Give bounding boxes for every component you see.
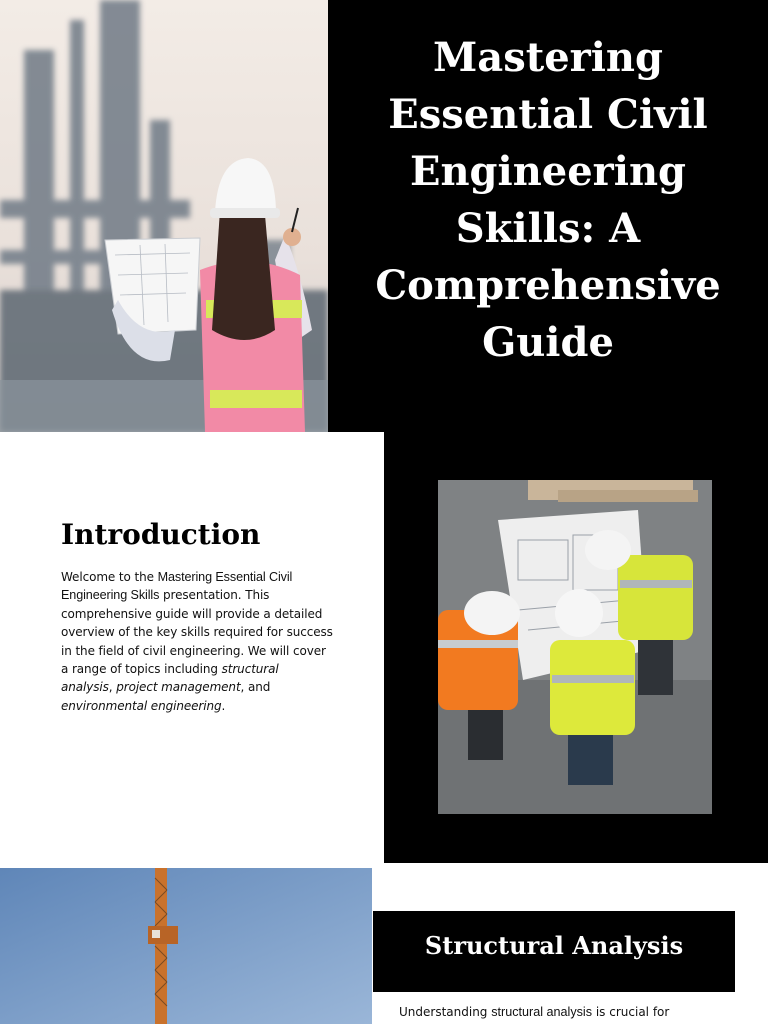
tower-crane-photo — [0, 868, 372, 1024]
intro-text-2: presentation. This comprehensive guide will provide a detailed overview of the key skills required for success in the field of civil engineering. We will cover a range of topics including — [61, 588, 333, 677]
structural-analysis-slide — [0, 868, 768, 1024]
title-slide — [0, 0, 768, 432]
tower-crane-illustration — [0, 868, 372, 1024]
intro-topic-structural: structural analysis — [61, 662, 279, 695]
engineer-refinery-photo — [0, 0, 328, 432]
structural-analysis-heading-box — [373, 911, 735, 992]
intro-highlight: Mastering Essential Civil Engineering Skills — [61, 570, 293, 603]
sa-text-2: is crucial for — [592, 1005, 670, 1019]
intro-sep-1: , — [108, 680, 117, 695]
presentation-title: Mastering Essential Civil Engineering Skills: A Comprehensive Guide — [375, 34, 721, 366]
sa-highlight: structural analysis — [491, 1005, 593, 1019]
introduction-paragraph — [61, 568, 333, 715]
structural-analysis-heading: Structural Analysis — [424, 931, 684, 960]
introduction-slide — [0, 432, 768, 868]
intro-sep-2: , and — [240, 680, 271, 695]
intro-text-1: Welcome to the — [61, 570, 158, 584]
engineers-plans-illustration — [438, 480, 712, 814]
sa-text-1: Understanding — [399, 1005, 492, 1019]
intro-end: . — [221, 698, 226, 713]
intro-topic-project: project management — [116, 680, 241, 695]
introduction-heading: Introduction — [61, 518, 261, 551]
engineer-refinery-illustration — [0, 0, 328, 432]
structural-analysis-paragraph — [399, 1005, 739, 1019]
engineers-reviewing-plans-photo — [438, 480, 712, 814]
title-panel — [328, 0, 768, 432]
intro-topic-environmental: environmental engineering — [61, 698, 222, 713]
